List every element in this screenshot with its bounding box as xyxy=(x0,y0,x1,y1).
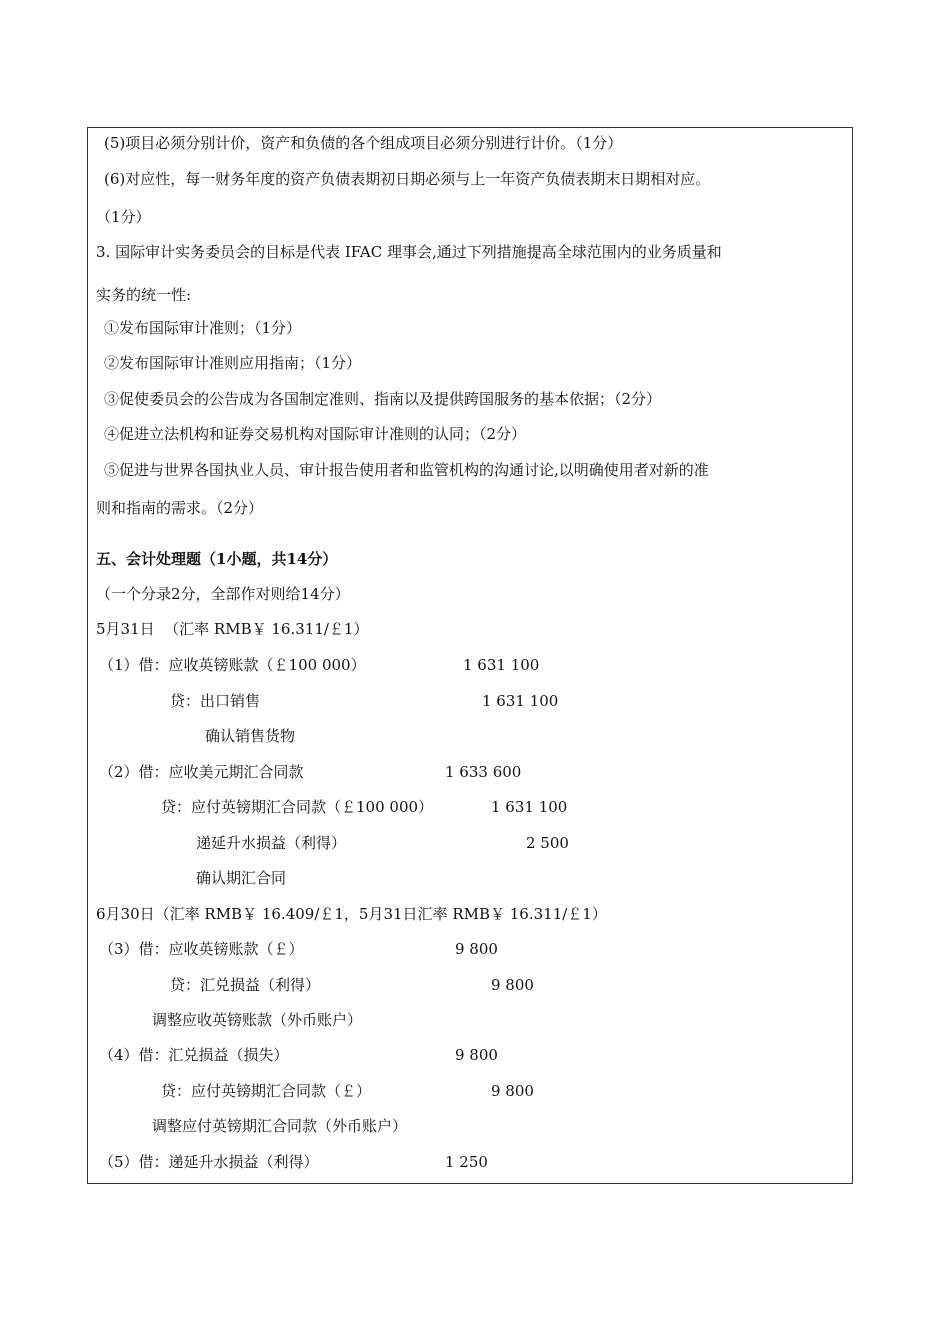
entry-2-credit-2: 递延升水损益（利得） xyxy=(196,834,347,852)
list-item-3: ③促使委员会的公告成为各国制定准则、指南以及提供跨国服务的基本依据；（2分） xyxy=(104,390,662,408)
answer-line-6: (6)对应性，每一财务年度的资产负债表期初日期必须与上一年资产负债表期末日期相对应。 xyxy=(104,170,711,188)
entry-4-credit: 贷：应付英镑期汇合同款（￡） xyxy=(161,1082,372,1100)
entry-2-debit: （2）借：应收美元期汇合同款 xyxy=(99,763,304,781)
entry-3-debit: （3）借：应收英镑账款（￡） xyxy=(99,940,304,958)
entry-1-debit-amount: 1 631 100 xyxy=(463,656,540,674)
entry-1-debit: （1）借：应收英镑账款（￡100 000） xyxy=(99,656,366,674)
list-item-4: ④促进立法机构和证券交易机构对国际审计准则的认同；（2分） xyxy=(104,425,527,443)
question-3-intro: 3. 国际审计实务委员会的目标是代表 IFAC 理事会,通过下列措施提高全球范围内的业务质量和 xyxy=(96,243,722,261)
entry-4-debit: （4）借：汇兑损益（损失） xyxy=(99,1046,289,1064)
entry-4-credit-amount: 9 800 xyxy=(491,1082,534,1100)
entry-4-debit-amount: 9 800 xyxy=(455,1046,498,1064)
scoring-note: （一个分录2分，全部作对则给14分） xyxy=(96,585,350,603)
entry-2-debit-amount: 1 633 600 xyxy=(445,763,522,781)
list-item-2: ②发布国际审计准则应用指南；（1分） xyxy=(104,354,362,372)
list-item-5: ⑤促进与世界各国执业人员、审计报告使用者和监管机构的沟通讨论,以明确使用者对新的准 xyxy=(104,461,709,479)
entry-3-credit: 贷：汇兑损益（利得） xyxy=(170,976,321,994)
entry-4-memo: 调整应付英镑期汇合同款（外币账户） xyxy=(152,1117,408,1135)
entry-5-debit: （5）借：递延升水损益（利得） xyxy=(99,1153,319,1171)
answer-line-6-score: （1分） xyxy=(96,208,151,226)
date-june-30: 6月30日（汇率 RMB￥ 16.409/￡1，5月31日汇率 RMB￥ 16.311/￡1） xyxy=(96,905,607,923)
entry-3-credit-amount: 9 800 xyxy=(491,976,534,994)
entry-1-credit: 贷：出口销售 xyxy=(170,692,261,710)
date-may-31: 5月31日 （汇率 RMB￥ 16.311/￡1） xyxy=(96,620,369,638)
entry-2-memo: 确认期汇合同 xyxy=(196,869,287,887)
entry-2-credit-amount: 1 631 100 xyxy=(491,798,568,816)
question-3-intro-cont: 实务的统一性: xyxy=(96,286,192,304)
entry-3-debit-amount: 9 800 xyxy=(455,940,498,958)
entry-5-debit-amount: 1 250 xyxy=(445,1153,488,1171)
answer-line-5: (5)项目必须分别计价，资产和负债的各个组成项目必须分别进行计价。（1分） xyxy=(104,134,623,152)
entry-1-memo: 确认销售货物 xyxy=(205,727,296,745)
entry-2-credit-2-amount: 2 500 xyxy=(526,834,569,852)
list-item-1: ①发布国际审计准则；（1分） xyxy=(104,319,302,337)
entry-2-credit: 贷：应付英镑期汇合同款（￡100 000） xyxy=(161,798,434,816)
entry-1-credit-amount: 1 631 100 xyxy=(482,692,559,710)
section-heading: 五、会计处理题（1小题，共14分） xyxy=(96,550,338,568)
entry-3-memo: 调整应收英镑账款（外币账户） xyxy=(152,1011,363,1029)
list-item-5-cont: 则和指南的需求。（2分） xyxy=(96,499,264,517)
